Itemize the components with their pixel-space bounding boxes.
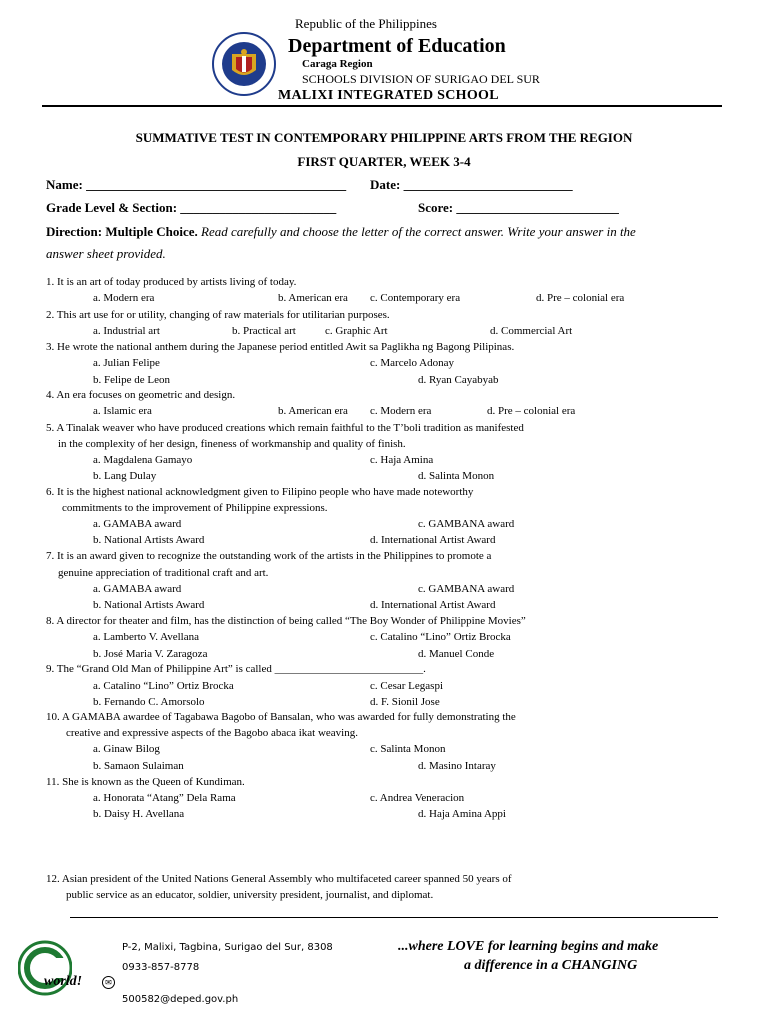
option[interactable]: a. Ginaw Bilog [93,743,160,755]
question-12: 12. Asian president of the United Nations General Assembly who multifaceted career spanned 50 years of [46,873,512,885]
school-name: MALIXI INTEGRATED SCHOOL [278,88,499,103]
option[interactable]: a. Honorata “Atang” Dela Rama [93,792,236,804]
question-11: 11. She is known as the Queen of Kundiman. [46,776,245,788]
question-6-cont: commitments to the improvement of Philippine expressions. [62,502,328,514]
option[interactable]: c. GAMBANA award [418,518,515,530]
option[interactable]: b. National Artists Award [93,534,205,546]
question-7-cont: genuine appreciation of traditional craft and art. [58,567,269,579]
option[interactable]: b. American era [278,292,348,304]
option[interactable]: b. American era [278,405,348,417]
option[interactable]: d. Haja Amina Appi [418,808,506,820]
question-2: 2. This art use for or utility, changing of raw materials for utilitarian purposes. [46,309,390,321]
question-8: 8. A director for theater and film, has the distinction of being called “The Boy Wonder of Philippine Movies” [46,615,526,627]
option[interactable]: a. GAMABA award [93,583,182,595]
deped-seal-icon [212,32,276,96]
direction-text-2: answer sheet provided. [46,246,166,261]
question-9: 9. The “Grand Old Man of Philippine Art” is called ___________________________. [46,663,426,675]
option[interactable]: d. Masino Intaray [418,760,496,772]
department-title: Department of Education [288,35,506,57]
option[interactable]: c. Modern era [370,405,432,417]
option[interactable]: d. F. Sionil Jose [370,696,440,708]
option[interactable]: d. Salinta Monon [418,470,495,482]
direction-line-2 [46,246,166,262]
option[interactable]: a. Catalino “Lino” Ortiz Brocka [93,680,234,692]
question-6: 6. It is the highest national acknowledgment given to Filipino people who have made noteworthy [46,486,474,498]
option[interactable]: a. Industrial art [93,325,160,337]
division-text: SCHOOLS DIVISION OF SURIGAO DEL SUR [302,72,540,86]
option[interactable]: c. Haja Amina [370,454,434,466]
option[interactable]: c. Contemporary era [370,292,461,304]
option[interactable]: c. GAMBANA award [418,583,515,595]
test-subtitle: FIRST QUARTER, WEEK 3-4 [297,154,471,169]
question-1: 1. It is an art of today produced by artists living of today. [46,276,297,288]
option[interactable]: b. José Maria V. Zaragoza [93,648,208,660]
footer-address: P-2, Malixi, Tagbina, Surigao del Sur, 8308 [122,942,333,953]
option[interactable]: d. Commercial Art [490,325,573,337]
region-text: Caraga Region [302,58,373,70]
option[interactable]: b. Felipe de Leon [93,374,170,386]
question-3: 3. He wrote the national anthem during the Japanese period entitled Awit sa Paglikha ng Bagong Pilipinas. [46,341,515,353]
option[interactable]: d. Pre – colonial era [487,405,576,417]
republic-text: Republic of the Philippines [295,16,437,31]
footer-tagline-1: ...where LOVE for learning begins and make [398,939,659,954]
option[interactable]: b. Lang Dulay [93,470,157,482]
grade-section-field[interactable]: Grade Level & Section: ________________________ [46,200,337,215]
option[interactable]: d. Manuel Conde [418,648,495,660]
option[interactable]: b. Practical art [232,325,296,337]
option[interactable]: b. Samaon Sulaiman [93,760,184,772]
score-field[interactable]: Score: _________________________ [418,200,619,215]
option[interactable]: b. National Artists Award [93,599,205,611]
option[interactable]: c. Cesar Legaspi [370,680,443,692]
option[interactable]: a. Magdalena Gamayo [93,454,193,466]
date-field[interactable]: Date: __________________________ [370,177,573,192]
option[interactable]: c. Graphic Art [325,325,388,337]
direction-text: Read carefully and choose the letter of the correct answer. Write your answer in the [201,224,636,239]
name-field[interactable]: Name: ________________________________________ [46,177,347,192]
option[interactable]: b. Fernando C. Amorsolo [93,696,205,708]
option[interactable]: c. Marcelo Adonay [370,357,454,369]
option[interactable]: d. International Artist Award [370,534,496,546]
footer-divider [70,917,718,918]
question-5-cont: in the complexity of her design, fineness of workmanship and quality of finish. [58,438,406,450]
option[interactable]: a. GAMABA award [93,518,182,530]
question-7: 7. It is an award given to recognize the outstanding work of the artists in the Philippines to promote a [46,550,492,562]
header-divider [42,105,722,107]
option[interactable]: a. Modern era [93,292,155,304]
footer-email[interactable]: 500582@deped.gov.ph [122,994,239,1005]
mail-icon: ✉ [102,976,115,989]
world-text: world! [44,974,83,989]
option[interactable]: a. Julian Felipe [93,357,160,369]
test-title: SUMMATIVE TEST IN CONTEMPORARY PHILIPPINE ARTS FROM THE REGION [135,130,633,145]
question-5: 5. A Tinalak weaver who have produced creations which remain faithful to the T’boli tradition as manifested [46,422,524,434]
question-10: 10. A GAMABA awardee of Tagabawa Bagobo of Bansalan, who was awarded for fully demonstrating the [46,711,516,723]
footer-phone: 0933-857-8778 [122,962,200,973]
footer-tagline-2: a difference in a CHANGING [464,958,638,973]
option[interactable]: c. Andrea Veneracion [370,792,465,804]
option[interactable]: a. Lamberto V. Avellana [93,631,199,643]
question-4: 4. An era focuses on geometric and design. [46,389,236,401]
direction-label: Direction: Multiple Choice. [46,224,198,239]
option[interactable]: c. Salinta Monon [370,743,446,755]
option[interactable]: d. Ryan Cayabyab [418,374,499,386]
direction-line [46,224,636,240]
question-10-cont: creative and expressive aspects of the Bagobo abaca ikat weaving. [66,727,358,739]
option[interactable]: c. Catalino “Lino” Ortiz Brocka [370,631,511,643]
option[interactable]: d. International Artist Award [370,599,496,611]
question-12-cont: public service as an educator, soldier, university president, journalist, and diplomat. [66,889,434,901]
option[interactable]: d. Pre – colonial era [536,292,625,304]
option[interactable]: a. Islamic era [93,405,152,417]
option[interactable]: b. Daisy H. Avellana [93,808,185,820]
